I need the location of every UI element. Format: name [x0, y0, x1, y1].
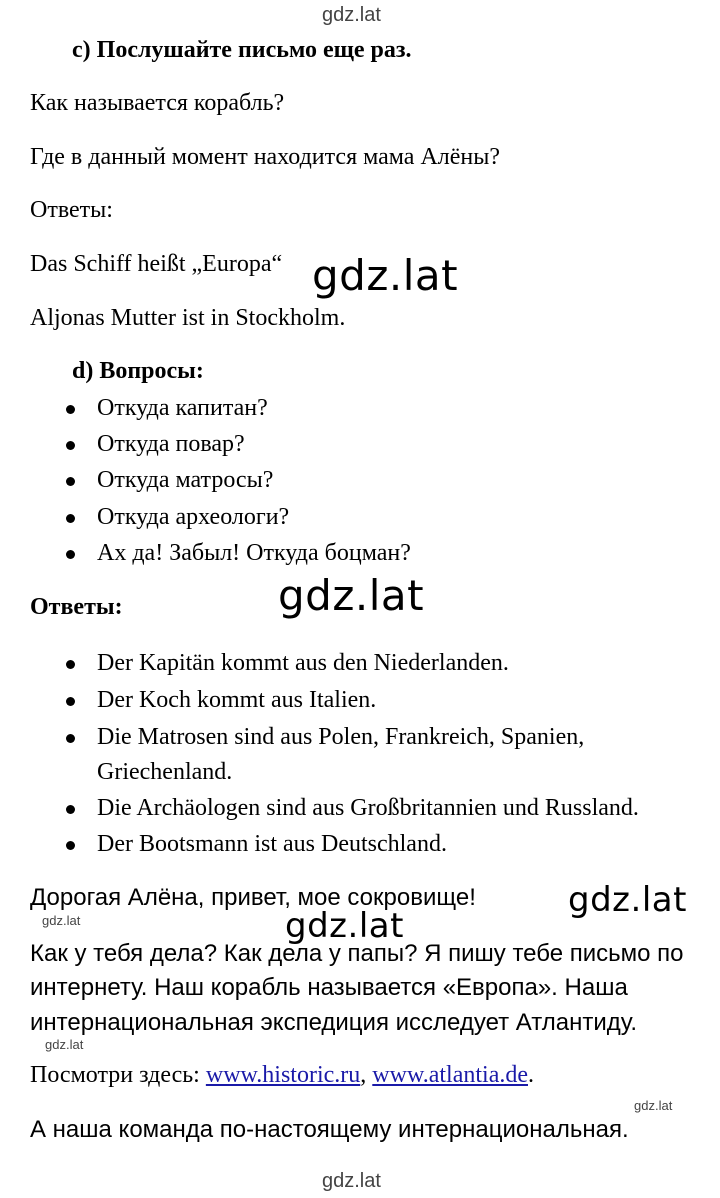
- question-mother-location: Где в данный момент находится мама Алёны?: [30, 144, 501, 170]
- answer-ship-name: Das Schiff heißt „Europa“: [30, 251, 283, 277]
- link-separator: ,: [360, 1062, 373, 1088]
- answer-list-item-continuation: Griechenland.: [97, 759, 233, 785]
- letter-line-5-suffix: .: [528, 1062, 534, 1088]
- letter-line-5: [30, 1061, 534, 1089]
- question-list-item: Откуда археологи?: [97, 504, 290, 530]
- answer-list-item: Die Matrosen sind aus Polen, Frankreich, Spanien,: [97, 724, 585, 750]
- answers-label-d: Ответы:: [30, 594, 123, 620]
- answer-list-item: Der Koch kommt aus Italien.: [97, 687, 377, 713]
- answers-label-c: Ответы:: [30, 197, 113, 223]
- watermark-small-2: gdz.lat: [45, 1037, 84, 1052]
- answer-list-item: Der Kapitän kommt aus den Niederlanden.: [97, 650, 509, 676]
- section-d-heading: d) Вопросы:: [72, 358, 204, 384]
- question-list-item: Откуда капитан?: [97, 395, 268, 421]
- answer-list-item: Die Archäologen sind aus Großbritannien und Russland.: [97, 795, 639, 821]
- question-list-item: Ах да! Забыл! Откуда боцман?: [97, 540, 411, 566]
- question-list-item: Откуда матросы?: [97, 467, 274, 493]
- letter-line-6: А наша команда по-настоящему интернациональная.: [30, 1116, 629, 1143]
- letter-line-4: интернациональная экспедиция исследует Атлантиду.: [30, 1009, 638, 1036]
- watermark-small-1: gdz.lat: [42, 913, 81, 928]
- letter-line-5-prefix: Посмотри здесь:: [30, 1062, 206, 1088]
- watermark-top: gdz.lat: [322, 4, 381, 26]
- letter-line-2: Как у тебя дела? Как дела у папы? Я пишу тебе письмо по: [30, 940, 684, 967]
- answer-list-item: Der Bootsmann ist aus Deutschland.: [97, 831, 447, 857]
- watermark-large-3: gdz.lat: [568, 880, 687, 920]
- answer-mother-location: Aljonas Mutter ist in Stockholm.: [30, 305, 346, 331]
- link-historic[interactable]: www.historic.ru: [205, 1062, 361, 1088]
- watermark-small-3: gdz.lat: [634, 1098, 673, 1113]
- watermark-large-1: gdz.lat: [312, 251, 459, 300]
- section-c-heading: c) Послушайте письмо еще раз.: [72, 37, 412, 63]
- link-atlantia[interactable]: www.atlantia.de: [372, 1062, 528, 1088]
- watermark-large-4: gdz.lat: [285, 906, 404, 946]
- watermark-bottom: gdz.lat: [322, 1170, 381, 1192]
- question-list-item: Откуда повар?: [97, 431, 245, 457]
- letter-greeting: Дорогая Алёна, привет, мое сокровище!: [30, 884, 476, 911]
- letter-line-3: интернету. Наш корабль называется «Европа». Наша: [30, 974, 628, 1001]
- question-ship-name: Как называется корабль?: [30, 90, 285, 116]
- watermark-large-2: gdz.lat: [278, 571, 425, 620]
